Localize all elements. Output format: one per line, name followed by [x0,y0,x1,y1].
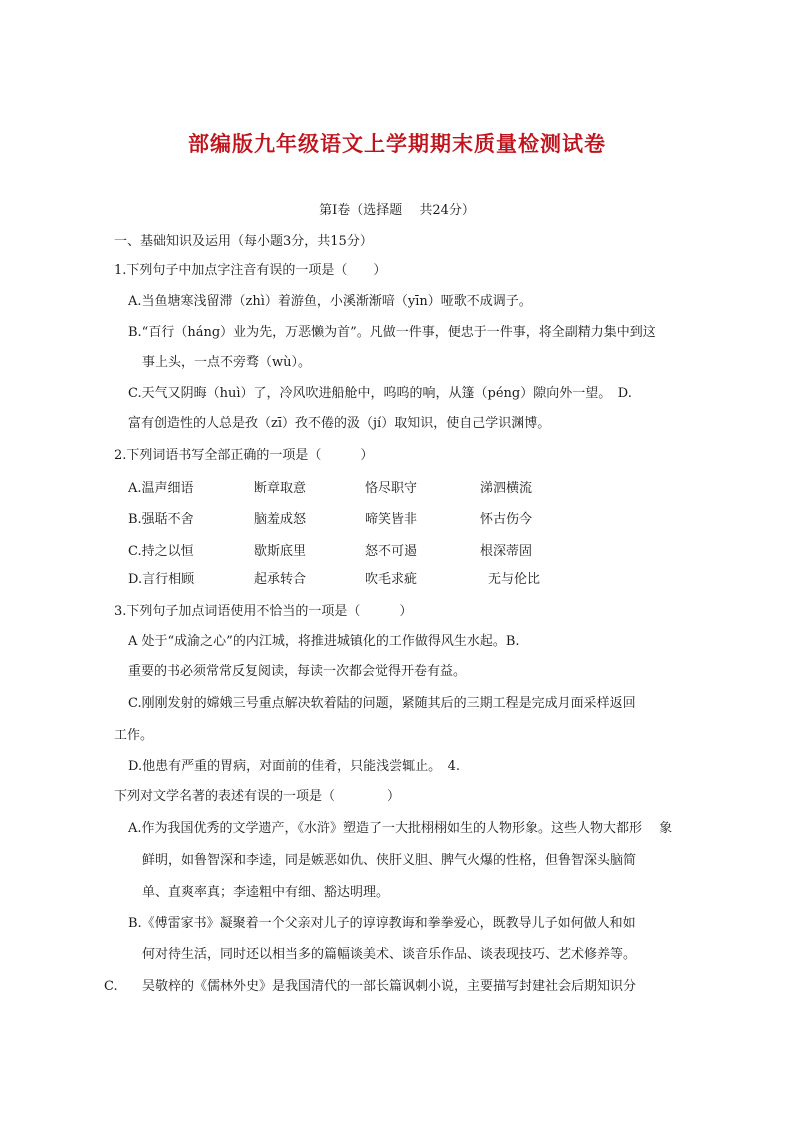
q2-a-word-4: 涕泗横流 [480,481,533,496]
q4-option-b-line2: 何对待生活，同时还以相当多的篇幅谈美术、谈音乐作品、谈表现技巧、艺术修养等。 [142,947,637,962]
q3-option-c-line2: 工作。 [114,728,154,743]
q1-option-a: A.当鱼塘寒浅留滞（zhì）着游鱼，小溪渐渐喑（yīn）哑歌不成调子。 [128,294,532,309]
q2-d-word-4: 无与伦比 [488,572,541,587]
q2-d-word-3: 吹毛求疵 [365,572,418,587]
q2-c-word-1: C.持之以恒 [128,544,194,559]
q4-option-a-line1: A.作为我国优秀的文学遗产，《水浒》塑造了一大批栩栩如生的人物形象。这些人物大都形 象 [128,821,673,836]
q3-option-b: 重要的书必须常常反复阅读，每读一次都会觉得开卷有益。 [128,664,467,679]
section-heading: 一、基础知识及运用（每小题3分，共15分） [114,234,373,249]
q3-option-c-line1: C.刚刚发射的嫦娥三号重点解决软着陆的问题，紧随其后的三期工程是完成月面采样返回 [128,696,636,711]
q2-d-word-2: 起承转合 [254,572,307,587]
q1-option-b-line1: B.“百行（háng）业为先，万恶懒为首”。凡做一件事，便忠于一件事，将全副精力集中到这 [128,325,656,340]
q2-c-word-4: 根深蒂固 [480,544,533,559]
q2-b-word-1: B.强聒不舍 [128,512,194,527]
q2-stem: 2.下列词语书写全部正确的一项是（ ） [114,448,374,463]
q2-a-word-3: 恪尽职守 [365,481,418,496]
q3-option-a: A 处于“成渝之心”的内江城，将推进城镇化的工作做得风生水起。B. [128,634,520,649]
q2-a-word-1: A.温声细语 [128,481,194,496]
page-title: 部编版九年级语文上学期期末质量检测试卷 [188,131,606,156]
q4-option-c-label: C. [104,979,118,994]
q3-stem: 3.下列句子加点词语使用不恰当的一项是（ ） [114,604,413,619]
q2-c-word-3: 怒不可遏 [365,544,418,559]
q4-option-a-line3: 单、直爽率真；李逵粗中有细、豁达明理。 [142,885,390,900]
q4-stem: 下列对文学名著的表述有误的一项是（ ） [114,789,401,804]
q2-b-word-2: 脑羞成怒 [254,512,307,527]
q2-d-word-1: D.言行相顾 [128,572,195,587]
q1-option-b-line2: 事上头，一点不旁骛（wù）。 [142,355,312,370]
q4-option-c-line1: 吴敬梓的《儒林外史》是我国清代的一部长篇讽刺小说，主要描写封建社会后期知识分 [142,979,637,994]
q1-option-c-line1: C.天气又阴晦（huì）了，冷风吹进船舱中，呜呜的响，从篷（péng）隙向外一望。 D. [128,386,632,401]
part-heading: 第Ⅰ卷（选择题 共24分） [319,203,475,218]
q1-option-c-line2: 富有创造性的人总是孜（zī）孜不倦的汲（jí）取知识，使自己学识渊博。 [128,416,551,431]
q2-b-word-3: 啼笑皆非 [365,512,418,527]
q4-option-b-line1: B.《傅雷家书》凝聚着一个父亲对儿子的谆谆教诲和拳拳爱心，既教导儿子如何做人和如 [128,916,636,931]
q2-b-word-4: 怀古伤今 [480,512,533,527]
q2-c-word-2: 歇斯底里 [254,544,307,559]
q2-a-word-2: 断章取意 [254,481,307,496]
q4-option-a-line2: 鲜明，如鲁智深和李逵，同是嫉恶如仇、侠肝义胆、脾气火爆的性格，但鲁智深头脑简 [142,853,637,868]
q3-option-d: D.他患有严重的胃病，对面前的佳肴，只能浅尝辄止。 4. [128,759,460,774]
q1-stem: 1.下列句子中加点字注音有误的一项是（ ） [114,263,387,278]
